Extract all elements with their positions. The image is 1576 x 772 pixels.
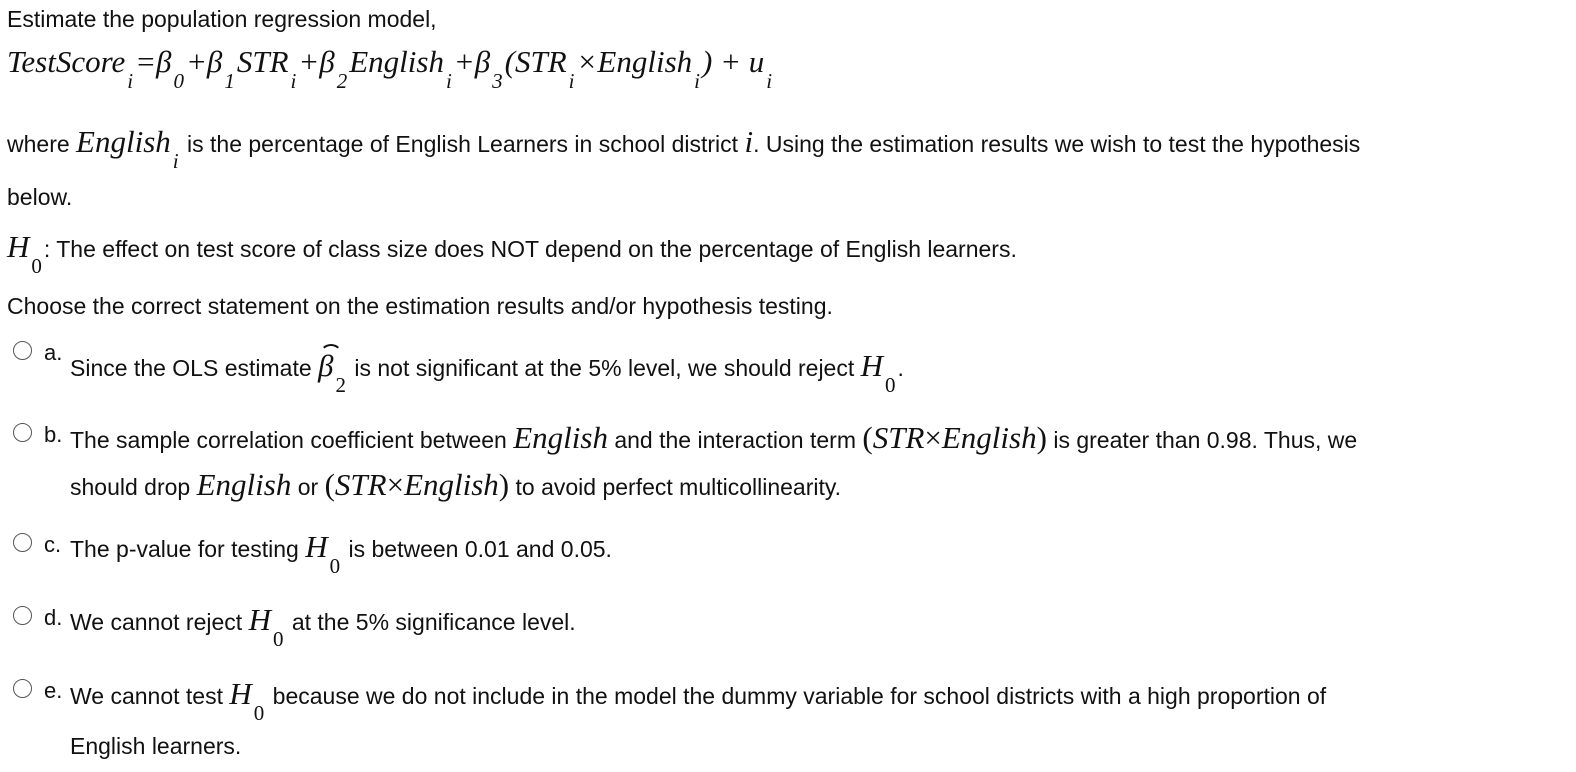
option-letter-b: b. <box>44 422 63 447</box>
where-variable: English <box>76 124 171 159</box>
regression-equation: $TestScore_i=\beta_0+\beta_1STR_i+\beta_2English_i+\beta_3(STR_i\times English_i) + u_i$ <box>7 44 773 93</box>
where-continuation: . Using the estimation results we wish to test the hypothesis <box>753 131 1361 157</box>
option-text-e-line1: We cannot test H0 because we do not include in the model the dummy variable for school districts with a high proportion of <box>70 676 1327 725</box>
option-letter-e: e. <box>44 678 63 703</box>
equation-error-term: + u <box>720 44 765 79</box>
option-text-b-line2: should drop English or (STR×English) to avoid perfect multicollinearity. <box>70 467 842 502</box>
instruction: Choose the correct statement on the estimation results and/or hypothesis testing. <box>7 293 833 319</box>
question-intro: Estimate the population regression model, <box>7 6 437 32</box>
radio-button-b[interactable] <box>13 423 32 442</box>
radio-button-a[interactable] <box>13 341 32 360</box>
where-description: is the percentage of English Learners in school district <box>187 131 739 157</box>
option-text-a: Since the OLS estimate β2 is not significant at the 5% level, we should reject H0. <box>70 348 904 397</box>
equation-lhs: TestScore <box>7 44 126 79</box>
option-text-e-line2: English learners. <box>70 733 242 759</box>
hypothesis-text: : The effect on test score of class size does NOT depend on the percentage of English learners. <box>43 236 1017 262</box>
radio-button-c[interactable] <box>13 533 32 552</box>
option-letter-c: c. <box>44 532 62 557</box>
radio-button-d[interactable] <box>13 606 32 625</box>
option-text-c: The p-value for testing H0 is between 0.01 and 0.05. <box>70 529 612 578</box>
where-label: where <box>7 131 70 157</box>
option-text-d: We cannot reject H0 at the 5% significance level. <box>70 602 576 651</box>
variable-definition: where Englishi is the percentage of English Learners in school district i. Using the estimation results we wish to test the hypothesis <box>7 124 1361 173</box>
option-letter-d: d. <box>44 605 63 630</box>
option-text-b-line1: The sample correlation coefficient between English and the interaction term (STR×English) is greater than 0.98. Thus, we <box>70 420 1358 455</box>
null-hypothesis: H0: The effect on test score of class size does NOT depend on the percentage of English learners. <box>7 229 1017 278</box>
radio-button-e[interactable] <box>13 679 32 698</box>
option-letter-a: a. <box>44 340 63 365</box>
beta-hat: β <box>318 348 334 383</box>
where-below: below. <box>7 184 73 210</box>
